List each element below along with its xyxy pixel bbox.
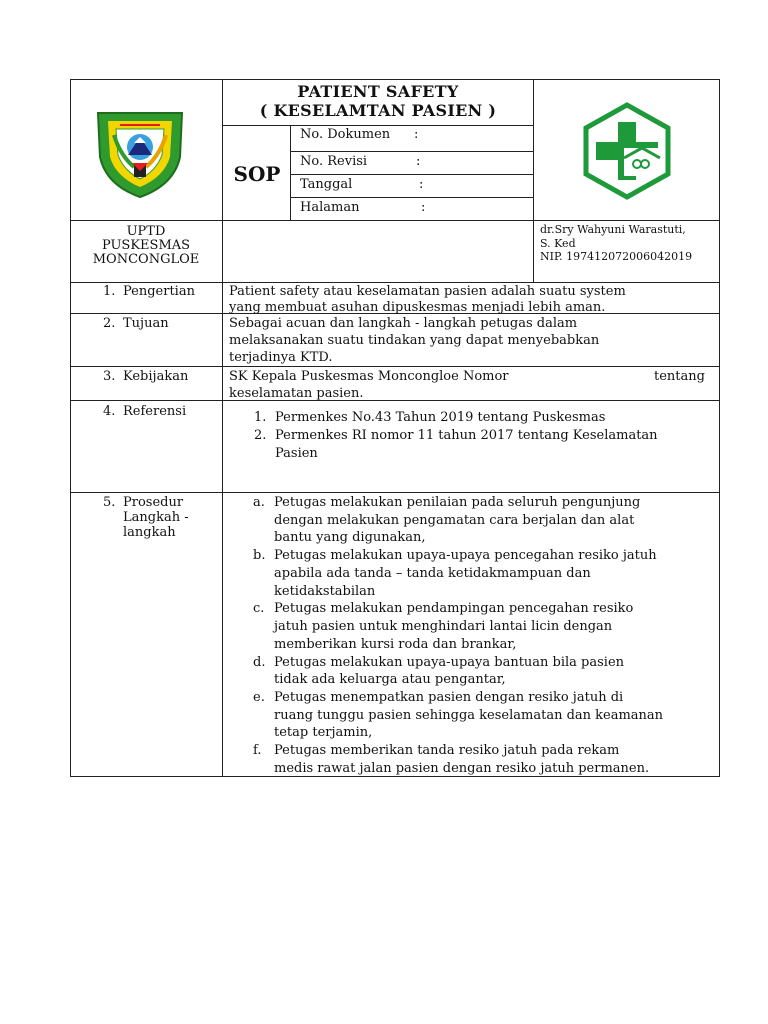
prosedur-item-text: tetap terjamin,	[274, 725, 373, 740]
signatory-nip: NIP. 197412072006042019	[540, 250, 693, 263]
prosedur-item-text: memberikan kursi roda dan brankar,	[274, 637, 517, 652]
prosedur-item-text: bantu yang digunakan,	[274, 530, 426, 545]
prosedur-item-text: jatuh pasien untuk menghindari lantai licin dengan	[274, 619, 613, 634]
regency-shield-logo	[94, 105, 186, 199]
date-label: Tanggal	[300, 177, 353, 192]
section-label-prosedur: langkah	[123, 525, 176, 540]
prosedur-item-text: Petugas melakukan upaya-upaya bantuan bila pasien	[274, 655, 625, 670]
section-label-prosedur: Prosedur	[123, 495, 184, 510]
org-line2: PUSKESMAS	[101, 238, 191, 253]
prosedur-item-text: Petugas melakukan pendampingan pencegahan resiko	[274, 601, 634, 616]
prosedur-item-text: Petugas memberikan tanda resiko jatuh pada rekam	[274, 743, 620, 758]
page-colon: :	[421, 200, 426, 215]
prosedur-item-text: Petugas melakukan upaya-upaya pencegahan resiko jatuh	[274, 548, 657, 563]
org-line1: UPTD	[126, 224, 166, 239]
page-label: Halaman	[300, 200, 360, 215]
prosedur-item-text: Petugas melakukan penilaian pada seluruh pengunjung	[274, 495, 641, 510]
section-label-tujuan: Tujuan	[123, 316, 169, 331]
prosedur-item-letter: e.	[253, 690, 265, 705]
page-title-line1: PATIENT SAFETY	[297, 82, 459, 101]
prosedur-item-letter: f.	[253, 743, 262, 758]
section-label-prosedur: Langkah -	[123, 510, 189, 525]
section-number: 2.	[103, 316, 116, 331]
referensi-item-number: 2.	[254, 428, 267, 443]
section-number: 1.	[103, 284, 116, 299]
section-number: 4.	[103, 404, 116, 419]
section-label-referensi: Referensi	[123, 404, 187, 419]
pengertian-text-line: yang membuat asuhan dipuskesmas menjadi lebih aman.	[229, 300, 606, 315]
kebijakan-text-tentang: tentang	[654, 369, 705, 384]
kebijakan-text-line: SK Kepala Puskesmas Moncongloe Nomor	[229, 369, 509, 384]
section-label-pengertian: Pengertian	[123, 284, 195, 299]
tujuan-text-line: Sebagai acuan dan langkah - langkah petugas dalam	[229, 316, 578, 331]
signatory-degree: S. Ked	[540, 237, 576, 250]
prosedur-item-letter: b.	[253, 548, 266, 563]
section-number: 5.	[103, 495, 116, 510]
prosedur-item-text: Petugas menempatkan pasien dengan resiko jatuh di	[274, 690, 624, 705]
referensi-item-number: 1.	[254, 410, 267, 425]
prosedur-item-letter: a.	[253, 495, 265, 510]
prosedur-item-text: medis rawat jalan pasien dengan resiko jatuh permanen.	[274, 761, 650, 776]
section-number: 3.	[103, 369, 116, 384]
puskesmas-logo	[582, 102, 672, 200]
prosedur-item-text: ruang tunggu pasien sehingga keselamatan dan keamanan	[274, 708, 664, 723]
prosedur-item-letter: c.	[253, 601, 265, 616]
revision-colon: :	[416, 154, 421, 169]
referensi-item-text: Permenkes No.43 Tahun 2019 tentang Puskesmas	[275, 410, 606, 425]
pengertian-text-line: Patient safety atau keselamatan pasien adalah suatu system	[229, 284, 626, 299]
doc-number-colon: :	[414, 127, 419, 142]
page-title-line2: ( KESELAMTAN PASIEN )	[259, 101, 497, 120]
tujuan-text-line: terjadinya KTD.	[229, 350, 333, 365]
revision-label: No. Revisi	[300, 154, 368, 169]
referensi-item-text: Permenkes RI nomor 11 tahun 2017 tentang Keselamatan	[275, 428, 658, 443]
date-colon: :	[419, 177, 424, 192]
kebijakan-text-line: keselamatan pasien.	[229, 386, 364, 401]
prosedur-item-text: tidak ada keluarga atau pengantar,	[274, 672, 506, 687]
prosedur-item-text: ketidakstabilan	[274, 584, 376, 599]
prosedur-item-letter: d.	[253, 655, 266, 670]
section-label-kebijakan: Kebijakan	[123, 369, 189, 384]
tujuan-text-line: melaksanakan suatu tindakan yang dapat menyebabkan	[229, 333, 600, 348]
signatory-name: dr.Sry Wahyuni Warastuti,	[540, 223, 686, 236]
org-line3: MONCONGLOE	[92, 252, 200, 267]
sop-label: SOP	[233, 162, 281, 186]
prosedur-item-text: apabila ada tanda – tanda ketidakmampuan dan	[274, 566, 591, 581]
doc-number-label: No. Dokumen	[300, 127, 391, 142]
referensi-item-text: Pasien	[275, 446, 318, 461]
prosedur-item-text: dengan melakukan pengamatan cara berjalan dan alat	[274, 513, 635, 528]
